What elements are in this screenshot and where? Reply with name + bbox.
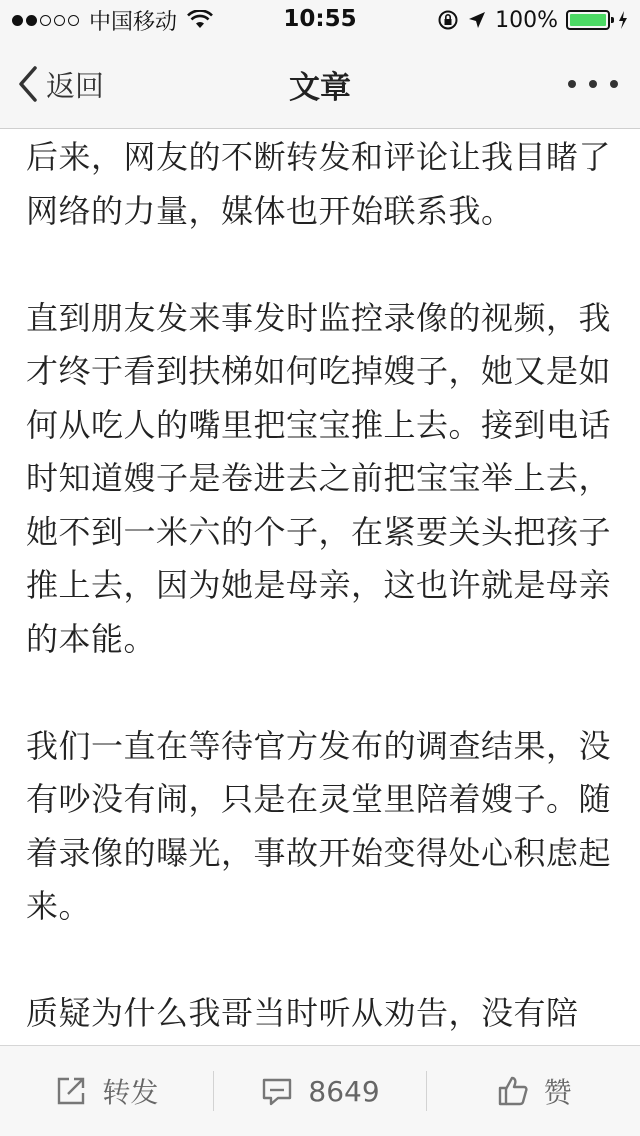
comment-count: 8649 (308, 1074, 380, 1108)
back-label: 返回 (46, 68, 105, 103)
battery-fill (570, 14, 606, 26)
navigation-bar (0, 40, 640, 129)
thumbs-up-icon (496, 1074, 530, 1108)
charging-bolt-icon (618, 11, 628, 29)
share-label: 转发 (102, 1076, 159, 1109)
article-body[interactable] (26, 131, 616, 1046)
status-time: 10:55 (283, 6, 357, 32)
article-paragraph: 我们一直在等待官方发布的调查结果，没有吵没有闹，只是在灵堂里陪着嫂子。随着录像的曝光，事故开始变得处心积虑起来。 (26, 726, 612, 925)
orientation-lock-icon (437, 9, 459, 31)
more-dot (589, 80, 597, 88)
share-icon (54, 1074, 88, 1108)
wifi-icon (187, 10, 213, 30)
battery-percent: 100% (495, 7, 558, 33)
share-button[interactable] (0, 1046, 213, 1136)
like-label: 赞 (543, 1076, 572, 1109)
status-bar (0, 0, 640, 40)
battery-icon (566, 10, 610, 30)
status-right (437, 6, 628, 34)
status-left (12, 6, 213, 34)
signal-dot (12, 15, 23, 26)
signal-dot (68, 15, 79, 26)
comment-button[interactable] (214, 1046, 427, 1136)
more-dot (568, 80, 576, 88)
carrier-name: 中国移动 (89, 9, 178, 35)
signal-dot (54, 15, 65, 26)
signal-dot (40, 15, 51, 26)
more-dot (610, 80, 618, 88)
signal-strength-icon (12, 15, 79, 26)
page-title: 文章 (289, 70, 351, 106)
like-button[interactable] (427, 1046, 640, 1136)
article-paragraph: 质疑为什么我哥当时听从劝告，没有陪 (26, 994, 579, 1032)
location-arrow-icon (467, 10, 487, 30)
article-paragraph: 后来，网友的不断转发和评论让我目睹了网络的力量，媒体也开始联系我。 (26, 138, 612, 230)
signal-dot (26, 15, 37, 26)
more-dots-icon[interactable] (568, 70, 618, 98)
comment-icon (260, 1074, 294, 1108)
bottom-toolbar (0, 1045, 640, 1136)
article-paragraph: 直到朋友发来事发时监控录像的视频，我才终于看到扶梯如何吃掉嫂子，她又是如何从吃人的嘴里把宝宝推上去。接到电话时知道嫂子是卷进去之前把宝宝举上去，她不到一米六的个子，在紧要关头把孩子推上去，因为她是母亲，这也许就是母亲的本能。 (26, 298, 612, 658)
